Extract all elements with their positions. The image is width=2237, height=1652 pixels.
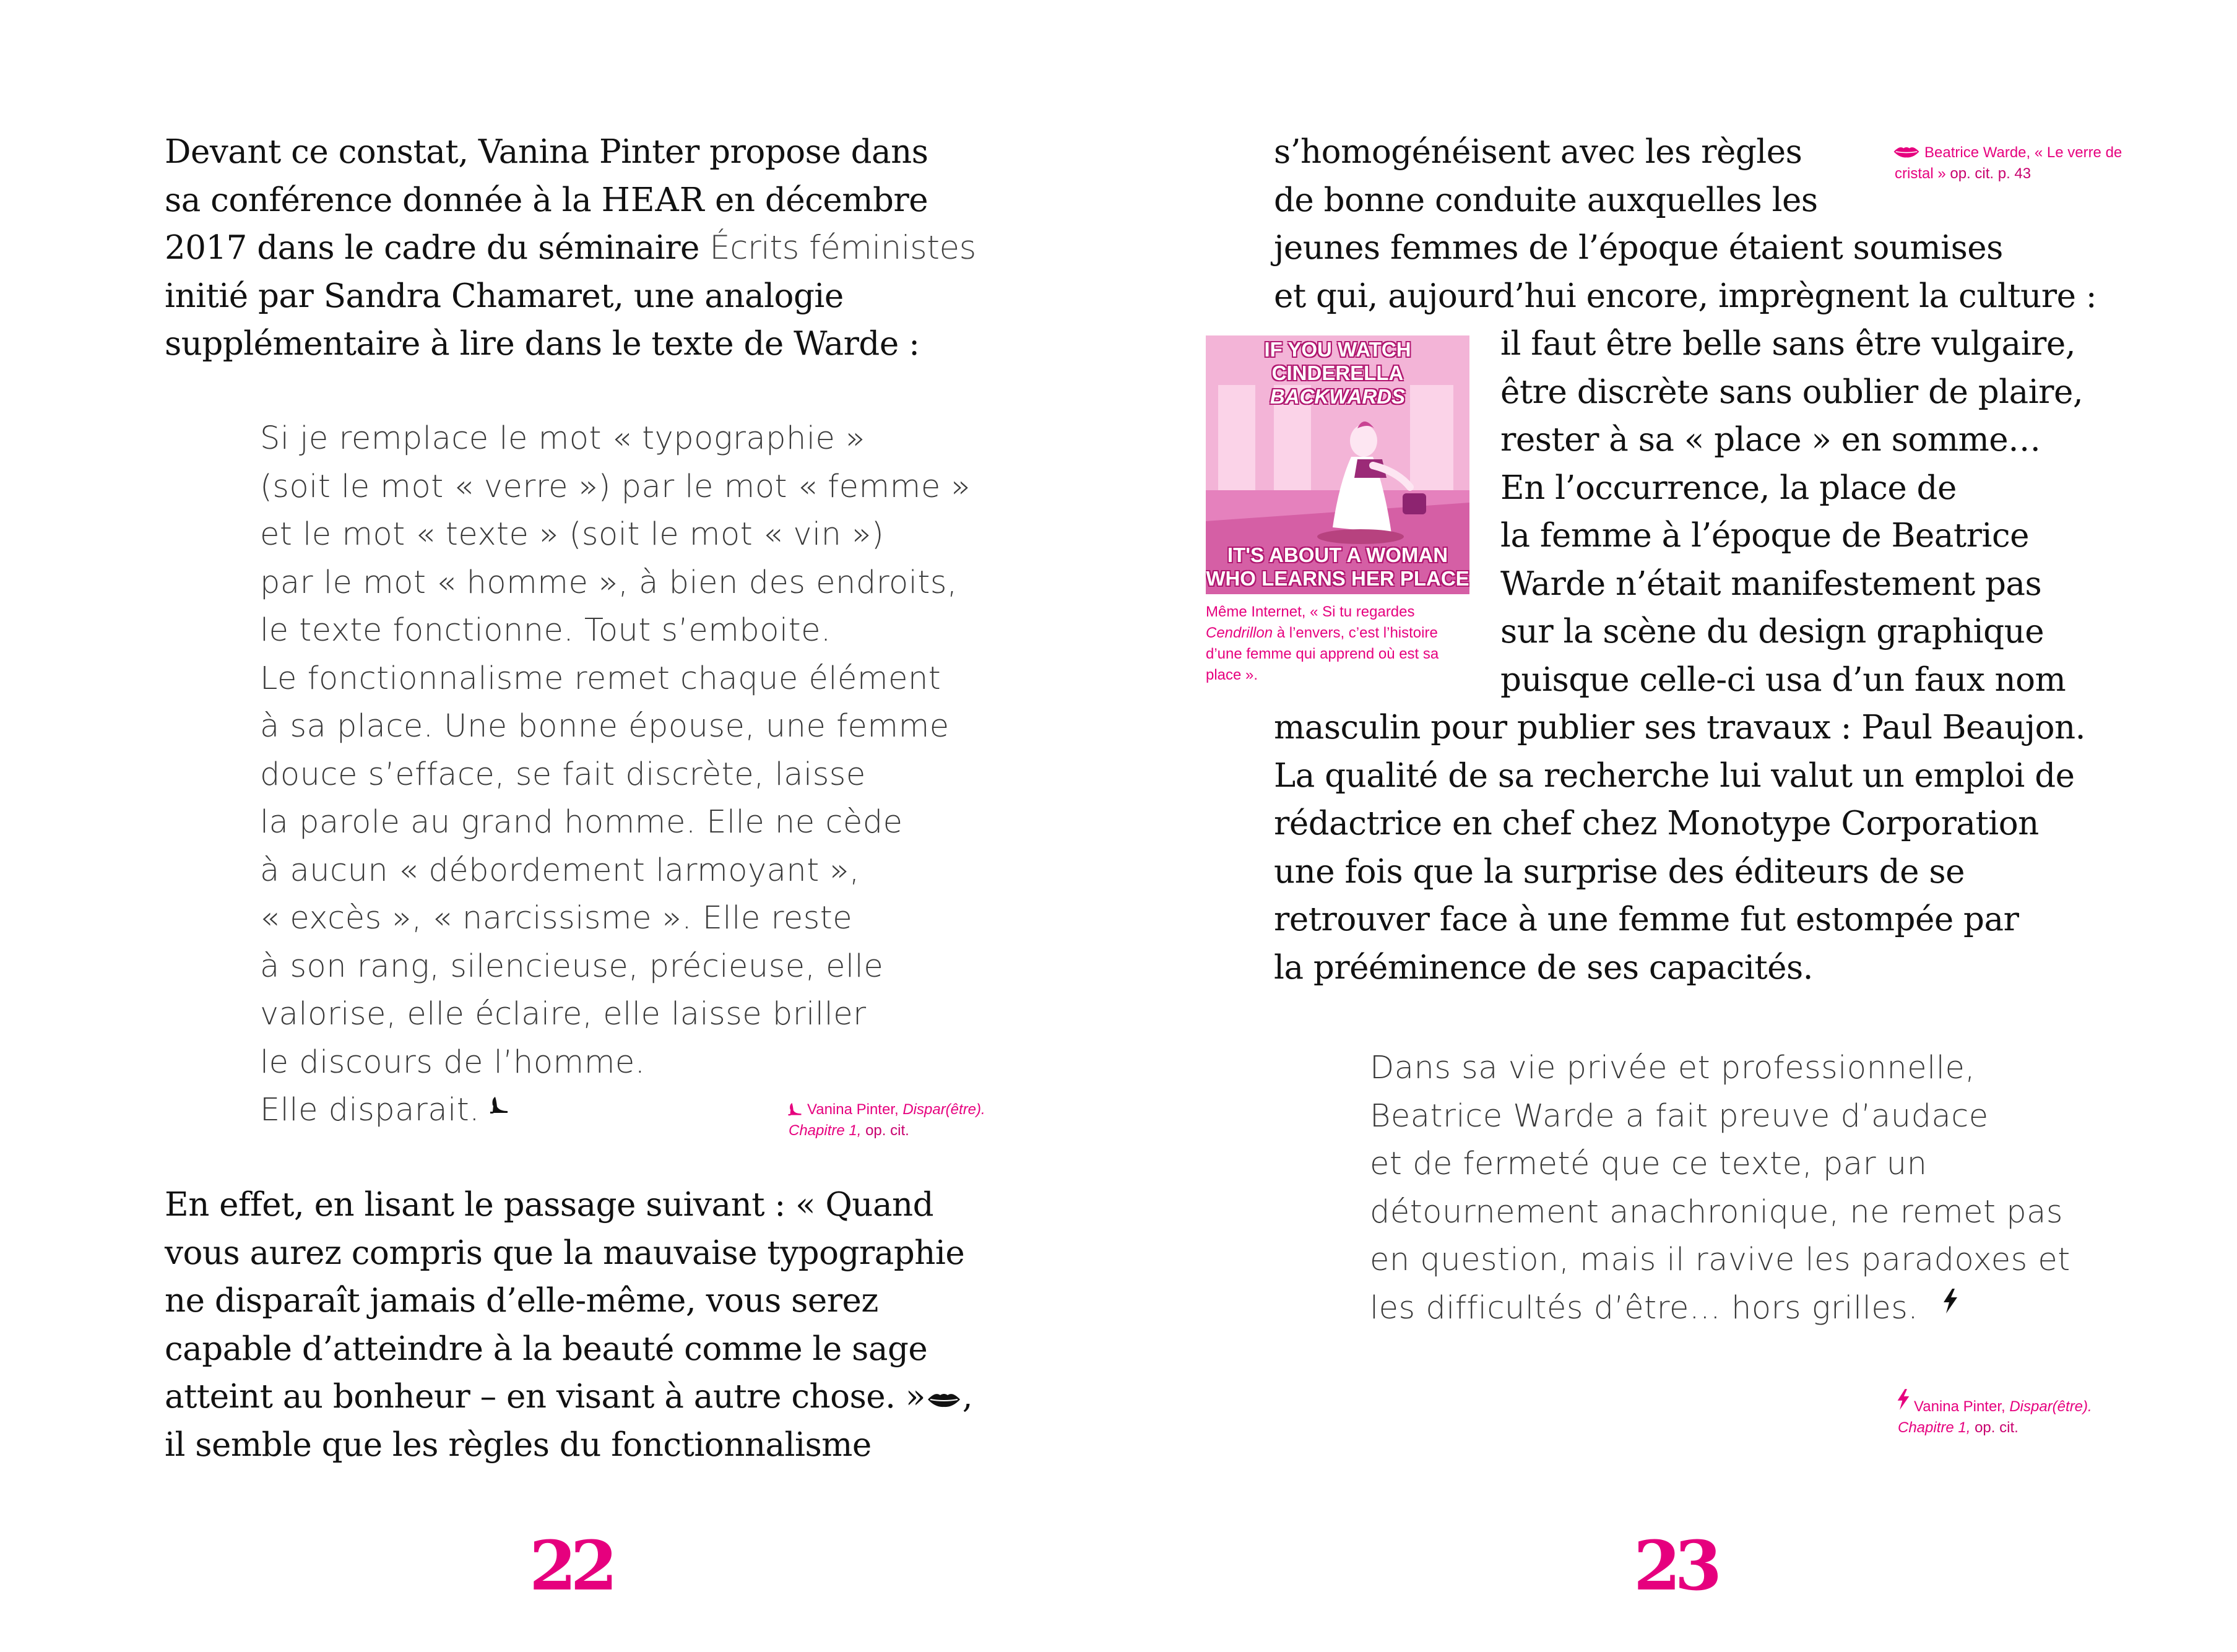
lightning-icon <box>1942 1289 1958 1313</box>
quote-line: la parole au grand homme. Elle ne cède <box>260 804 903 841</box>
text-line: initié par Sandra Chamaret, une analogie <box>165 277 844 315</box>
text-line: Devant ce constat, Vanina Pinter propose dans <box>165 133 928 171</box>
quote-line: Beatrice Warde a fait preuve d’audace <box>1370 1097 1989 1135</box>
meme-bottom-text: IT'S ABOUT A WOMAN WHO LEARNS HER PLACE <box>1206 543 1469 590</box>
after-paragraph <box>1274 704 2085 992</box>
text-line: retrouver face à une femme fut estompée par <box>1274 901 2019 938</box>
text-line: la femme à l’époque de Beatrice <box>1500 517 2030 555</box>
text-line: sur la scène du design graphique <box>1500 613 2044 651</box>
closing-quote <box>1370 1044 2070 1332</box>
quote-line: en question, mais il ravive les paradoxes et <box>1370 1242 2070 1278</box>
text-line: ne disparaît jamais d’elle-même, vous serez <box>165 1282 878 1320</box>
quote-line: Si je remplace le mot « typographie » <box>260 420 865 457</box>
quote-line: « excès », « narcissisme ». Elle reste <box>260 900 853 936</box>
lips-icon <box>927 1390 961 1409</box>
text-line: il faut être belle sans être vulgaire, <box>1500 325 2076 363</box>
pinter-quote <box>260 415 971 1135</box>
meme-caption: Même Internet, « Si tu regardes Cendrillon à l’envers, c’est l’histoire d’une femme qui apprend où est sa place ». <box>1206 603 1439 683</box>
wrapped-paragraph <box>1500 320 2083 704</box>
text-line: une fois que la surprise des éditeurs de se <box>1274 852 1965 891</box>
text-line: vous aurez compris que la mauvaise typographie <box>165 1234 965 1272</box>
text-line: rester à sa « place » en somme… <box>1500 421 2041 459</box>
text-line: atteint au bonheur – en visant à autre chose. » , <box>165 1378 973 1416</box>
quote-line: Elle disparait. <box>260 1092 480 1128</box>
text-line: En l’occurrence, la place de <box>1500 469 1957 507</box>
text-line: La qualité de sa recherche lui valut un emploi de <box>1274 756 2075 795</box>
quote-line: et le mot « texte » (soit le mot « vin ») <box>260 516 885 553</box>
text-line: En effet, en lisant le passage suivant : « Quand <box>165 1186 934 1224</box>
quote-line: valorise, elle éclaire, elle laisse briller <box>260 996 867 1032</box>
quote-line: et de fermeté que ce texte, par un <box>1370 1146 1928 1182</box>
text-line: la prééminence de ses capacités. <box>1274 948 1814 987</box>
text-line: et qui, aujourd’hui encore, imprègnent la culture : <box>1274 277 2097 315</box>
text-line: être discrète sans oublier de plaire, <box>1500 373 2083 411</box>
text-line: il semble que les règles du fonctionnalisme <box>165 1425 872 1464</box>
sidenote-pinter: Vanina Pinter, Dispar(être). Chapitre 1, op. cit. <box>789 1101 985 1139</box>
cinderella-meme-image <box>1206 335 1469 594</box>
quote-line: à sa place. Une bonne épouse, une femme <box>260 708 950 745</box>
quote-line: à aucun « débordement larmoyant », <box>260 852 860 889</box>
quote-line: les difficultés d’être… hors grilles. <box>1370 1289 1919 1326</box>
quote-line: Dans sa vie privée et professionnelle, <box>1370 1050 1976 1086</box>
quote-line: le discours de l’homme. <box>260 1044 646 1081</box>
quote-line: (soit le mot « verre ») par le mot « femme » <box>260 468 971 505</box>
text-line: capable d’atteindre à la beauté comme le sage <box>165 1330 928 1368</box>
sidenote-warde: Beatrice Warde, « Le verre de cristal » op. cit. p. 43 <box>1895 144 2122 182</box>
text-line: Warde n’était manifestement pas <box>1500 564 2042 603</box>
text-line: s’homogénéisent avec les règles <box>1274 133 1802 171</box>
text-line: de bonne conduite auxquelles les <box>1274 181 1818 219</box>
seminar-title: Écrits féministes <box>709 229 976 267</box>
quote-line: douce s’efface, se fait discrète, laisse <box>260 756 866 793</box>
text-line: sa conférence donnée à la HEAR en décembre <box>165 181 928 219</box>
quote-line: Le fonctionnalisme remet chaque élément <box>260 660 941 697</box>
hear-acronym: HEAR <box>601 181 705 219</box>
quote-line: détournement anachronique, ne remet pas <box>1370 1193 2063 1230</box>
quote-line: le texte fonctionne. Tout s’emboite. <box>260 612 831 649</box>
text-line: rédactrice en chef chez Monotype Corporation <box>1274 805 2039 842</box>
text-line: 2017 dans le cadre du séminaire Écrits féministes <box>165 229 976 267</box>
high-heel-icon <box>489 1094 509 1114</box>
text-line: supplémentaire à lire dans le texte de Warde : <box>165 325 920 363</box>
sidenote-pinter-2: Vanina Pinter, Dispar(être). Chapitre 1, op. cit. <box>1898 1398 2092 1436</box>
left-page <box>0 0 1118 1652</box>
body-paragraph <box>165 1181 972 1469</box>
quote-line: à son rang, silencieuse, précieuse, elle <box>260 948 884 985</box>
intro-paragraph <box>165 128 976 368</box>
page-number: 23 <box>1633 1526 1716 1606</box>
quote-line: par le mot « homme », à bien des endroits, <box>260 564 958 601</box>
text-line: jeunes femmes de l’époque étaient soumises <box>1274 229 2003 267</box>
text-line: puisque celle-ci usa d’un faux nom <box>1500 660 2066 699</box>
text-line: masculin pour publier ses travaux : Paul Beaujon. <box>1274 709 2085 746</box>
meme-top-text: IF YOU WATCH CINDERELLA BACKWARDS <box>1264 338 1411 408</box>
page-number: 22 <box>529 1526 612 1606</box>
